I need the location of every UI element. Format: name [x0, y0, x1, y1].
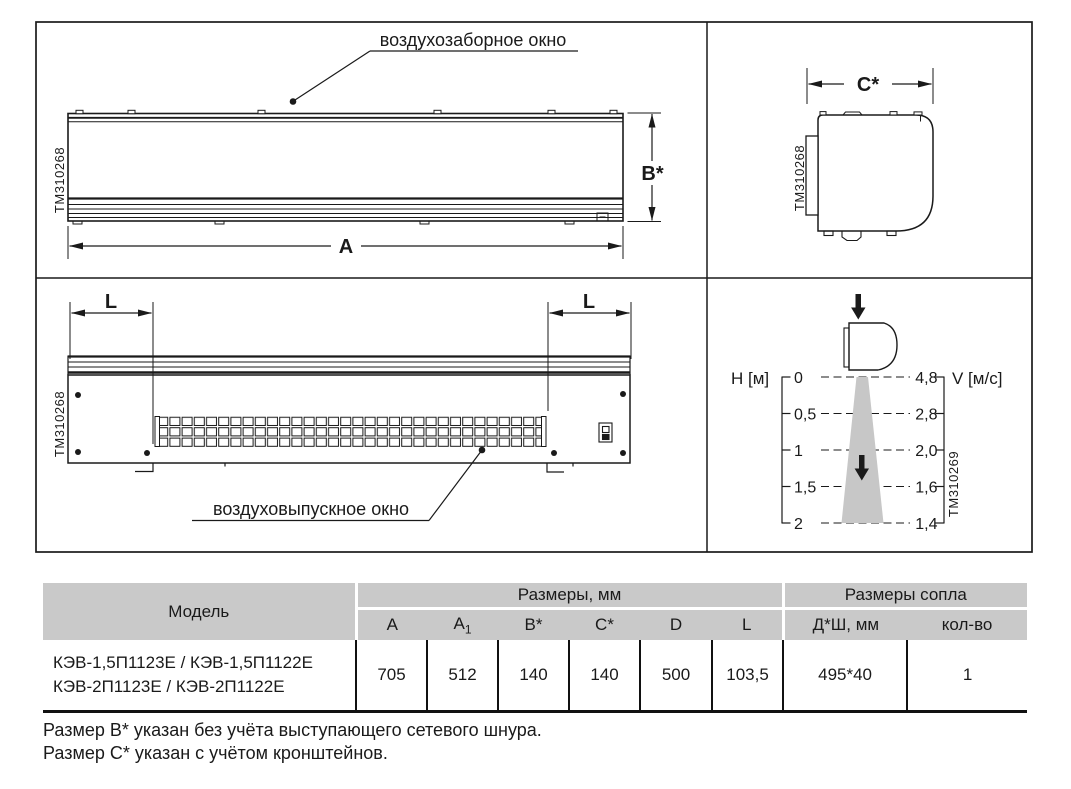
footnotes: [43, 719, 542, 765]
group-header-nozzle: Размеры сопла: [783, 583, 1027, 609]
h-axis-label: H [м]: [731, 369, 770, 388]
note-b-star: Размер B* указан без учёта выступающего сетевого шнура.: [43, 720, 542, 740]
figure-frame: [36, 22, 1032, 552]
dim-height-B: [628, 113, 664, 222]
note-c-star: Размер C* указан с учётом кронштейнов.: [43, 743, 388, 763]
dim-height-label: B*: [641, 163, 664, 185]
air-outlet-callout-label: воздуховыпускное окно: [212, 499, 410, 519]
dim-depth-label: C*: [856, 74, 880, 96]
model-line-2: КЭВ-2П1123Е / КЭВ-2П1122Е: [53, 677, 285, 696]
power-switch: [599, 423, 612, 442]
side-top-details: [820, 112, 922, 122]
svg-text:0: 0: [794, 370, 803, 387]
col-header-C: C*: [569, 609, 640, 641]
col-header-B: B*: [498, 609, 569, 641]
value-B: 140: [498, 640, 569, 712]
v-axis: [936, 377, 945, 524]
side-view-drawing: [792, 68, 933, 241]
air-intake-callout-label: воздухозаборное окно: [379, 30, 567, 50]
dim-offset-left-label: L: [104, 291, 118, 313]
h-axis: [782, 377, 791, 524]
drawing-id-front: TM310268: [52, 146, 67, 214]
svg-text:2,0: 2,0: [915, 443, 938, 460]
col-header-model: Модель: [43, 583, 356, 640]
model-line-1: КЭВ-1,5П1123Е / КЭВ-1,5П1122Е: [53, 653, 313, 672]
side-bracket-plate: [806, 136, 818, 215]
drawing-id-bottom: TM310268: [52, 390, 67, 458]
airflow-chart: [731, 294, 1002, 533]
bottom-view-drawing: [52, 291, 631, 521]
dim-width-A: [68, 226, 623, 259]
dim-offset-right-label: L: [582, 291, 596, 313]
col-header-A1: $A_1$: [427, 609, 498, 641]
air-intake-callout: [290, 30, 578, 105]
intake-arrow-icon: [851, 294, 865, 320]
air-outlet-grille: [155, 416, 546, 447]
v-tick-labels: [915, 370, 937, 533]
col-header-L: L: [712, 609, 783, 641]
value-A: 705: [356, 640, 427, 712]
mounting-rail: [68, 356, 630, 376]
value-A1: 512: [427, 640, 498, 712]
side-body: [818, 115, 933, 231]
front-view-drawing: [52, 30, 664, 259]
col-header-nozzle-size: Д*Ш, мм: [783, 609, 907, 641]
dim-offset-right-L: [548, 291, 631, 411]
dim-width-label: A: [338, 236, 354, 258]
value-L: 103,5: [712, 640, 783, 712]
value-nozzle-size: 495*40: [783, 640, 907, 712]
drawing-id-chart: TM310269: [946, 450, 961, 518]
table-row: [43, 640, 1027, 712]
group-header-dimensions: Размеры, мм: [356, 583, 783, 609]
value-nozzle-count: 1: [907, 640, 1027, 712]
bottom-feet: [135, 463, 573, 472]
mini-unit-bracket: [844, 328, 849, 367]
v-axis-label: V [м/с]: [952, 369, 1003, 388]
svg-text:1: 1: [794, 443, 803, 460]
svg-text:2: 2: [794, 516, 803, 533]
svg-text:0,5: 0,5: [794, 406, 817, 424]
col-header-A: A: [356, 609, 427, 641]
svg-text:1,6: 1,6: [915, 479, 938, 497]
svg-text:2,8: 2,8: [915, 406, 938, 424]
mini-unit-body: [849, 323, 897, 370]
callout-dot: [290, 98, 297, 105]
value-D: 500: [640, 640, 712, 712]
dimensions-table: [43, 583, 1027, 713]
dim-depth-C: [807, 68, 933, 104]
h-tick-labels: [794, 370, 816, 533]
svg-text:4,8: 4,8: [915, 370, 938, 387]
col-header-nozzle-count: кол-во: [907, 609, 1027, 641]
drawing-id-side: TM310268: [792, 144, 807, 212]
svg-text:1,5: 1,5: [794, 479, 817, 497]
col-header-D: D: [640, 609, 712, 641]
value-C: 140: [569, 640, 640, 712]
side-bottom-tabs: [824, 231, 896, 241]
model-cell: [43, 640, 356, 712]
air-outlet-callout: [192, 447, 485, 521]
svg-text:1,4: 1,4: [915, 516, 938, 533]
